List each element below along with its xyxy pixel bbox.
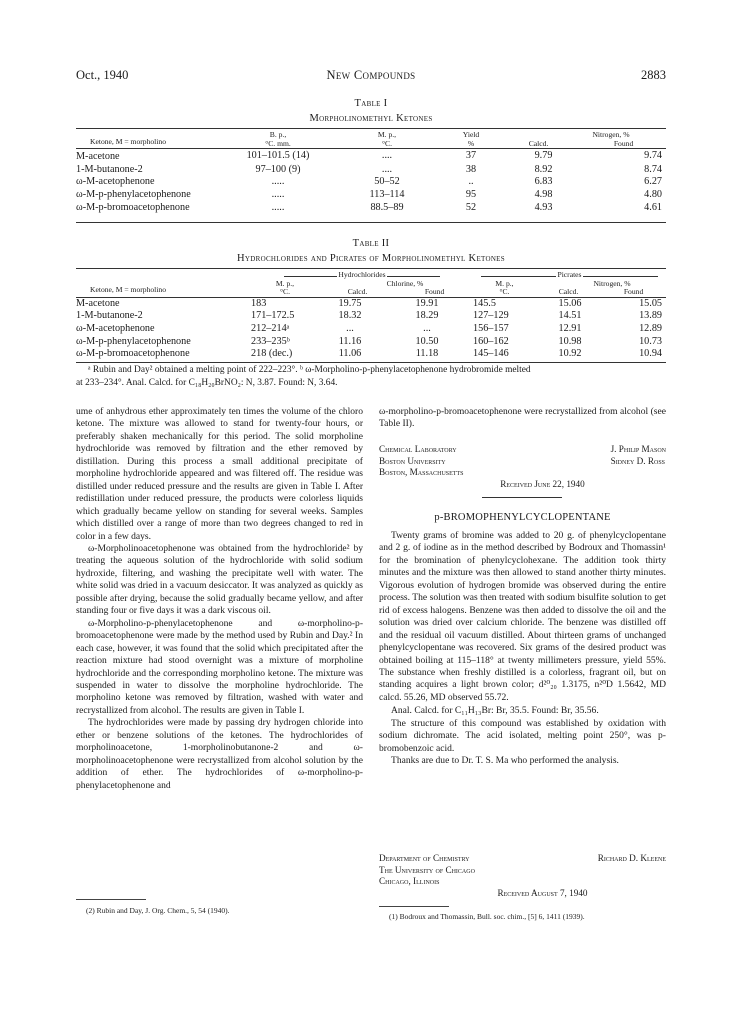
left-paragraph: ume of anhydrous ether approximately ten times the volume of the chloro ketone. The mixture was allowed to stand for twenty-four hours, or preferably shaken mechanically for this period. The solid morpholine hydrochloride was removed by filtration and the ether removed by distillation. During this process a small additional precipitate of morpholine hydrochloride appeared and was filtered off. The residue was distilled under reduced pressure and the results are given in Table I. After redistillation under reduced pressure, the products were colorless liquids which gradually became yellow on standing for several weeks. Samples which distilled over a range of more than two degrees changed to red in color in a few days. bbox=[76, 406, 363, 542]
t1-h-bp: B. p., °C. mm. bbox=[265, 130, 291, 148]
table1-cell-bp: ..... bbox=[271, 201, 285, 213]
running-header bbox=[76, 68, 666, 84]
received-date-2: Received August 7, 1940 bbox=[497, 888, 588, 898]
right-paragraph: Twenty grams of bromine was added to 20 g. of phenylcyclopentane and 2 g. of iodine as in the method described by Bodroux and Thomassin¹ for the bromination of phenylcyclohexane. The addition took thirty minutes and the mixture was then allowed to stand another thirty minutes. Vigorous evolution of hydrogen bromide was observed during the entire process. The solution was then treated with sodium bisulfite solution to get rid of excess halogens. Benzene was then added to dissolve the oil and the solution was dried over calcium chloride. The benzene was distilled off and the residual oil vacuum distilled. About thirteen grams of unchanged phenylcyclopentane was recovered. Six grams of the desired product was obtained boiling at 115–118° at twenty millimeters pressure, yield 55%. The substance when freshly distilled is a colorless, fragrant oil, but on standing acquires a light brown color; d²⁰₂₀ 1.3175, n²⁰D 1.5642, MD calcd. 55.26, MD observed 55.72. bbox=[379, 530, 666, 703]
table1-cell-mp: .... bbox=[381, 150, 393, 161]
table2-cell-h_mp: 233–235ᵇ bbox=[251, 335, 290, 347]
table1-cell-mp: 50–52 bbox=[374, 176, 400, 188]
table1-cell-bp: ..... bbox=[271, 176, 285, 188]
table2-row bbox=[76, 310, 666, 323]
authors: J. Philip Mason Sidney D. Ross bbox=[610, 444, 666, 466]
table2-footnote-2: at 233–234°. Anal. Calcd. for C₁₈H₂₀BrNO₂: N, 3.87. Found: N, 3.64. bbox=[76, 378, 338, 388]
table1-cell-calcd: 4.93 bbox=[534, 201, 553, 213]
table2-bottom-rule bbox=[76, 362, 666, 363]
table2-cell-n_found: 12.89 bbox=[639, 322, 662, 334]
page-number: 2883 bbox=[641, 68, 666, 82]
table1-cell-ketone: 1-M-butanone-2 bbox=[76, 163, 143, 175]
right-footnote: (1) Bodroux and Thomassin, Bull. soc. chim., [5] 6, 1411 (1939). bbox=[389, 912, 585, 921]
table2-cell-cl_found: 10.50 bbox=[415, 335, 439, 347]
header-title: New Compounds bbox=[326, 68, 416, 82]
table1-cell-ketone: ω-M-p-phenylacetophenone bbox=[76, 189, 191, 201]
t1-h-ketone: Ketone, M = morpholino bbox=[90, 136, 166, 146]
table2-cell-p_mp: 145–146 bbox=[473, 348, 509, 360]
right-paragraph: The structure of this compound was established by oxidation with sodium dichromate. The acid isolated, melting point 250°, was p-bromobenzoic acid. bbox=[379, 717, 666, 754]
table1-cell-ketone: ω-M-p-bromoacetophenone bbox=[76, 201, 190, 213]
table1-cell-yield: 37 bbox=[465, 150, 477, 161]
right-continuation: ω-morpholino-p-bromoacetophenone were recrystallized from alcohol (see Table II). bbox=[379, 406, 666, 430]
table1-cell-mp: 113–114 bbox=[369, 189, 405, 201]
table2-cell-h_mp: 183 bbox=[251, 297, 267, 309]
table2-row bbox=[76, 297, 666, 310]
table1-bottom-rule bbox=[76, 222, 666, 223]
table1-cell-calcd: 6.83 bbox=[534, 176, 553, 188]
table2-footnote-1: ᵃ Rubin and Day² obtained a melting point of 222–223°. ᵇ ω-Morpholino-p-phenylacetophenone hydrobromide melted bbox=[88, 365, 531, 375]
section-title: p-BROMOPHENYLCYCLOPENTANE bbox=[434, 512, 611, 523]
table2-cell-cl_found: 18.29 bbox=[415, 310, 439, 322]
section-divider bbox=[482, 497, 562, 498]
table1-cell-yield: .. bbox=[468, 176, 474, 188]
table1-row bbox=[76, 149, 666, 164]
table2-row bbox=[76, 348, 666, 361]
table2-cell-ketone: M-acetone bbox=[76, 297, 120, 309]
right-footnote-rule bbox=[379, 906, 449, 907]
table2-cell-cl_found: 11.18 bbox=[415, 348, 439, 360]
t2-h-nitrogen: Nitrogen, % Calcd. Found bbox=[558, 278, 644, 296]
left-column bbox=[76, 406, 363, 792]
t1-h-nitrogen: Nitrogen, % Calcd. Found bbox=[528, 130, 634, 148]
table2-header-row bbox=[76, 280, 666, 298]
t2-h-chlorine: Chlorine, % Calcd. Found bbox=[347, 278, 445, 296]
table2-cell-cl_found: ... bbox=[423, 322, 431, 334]
table1-cell-bp: 97–100 (9) bbox=[255, 163, 301, 175]
t2-h-hydrochlorides: Hydrochlorides bbox=[251, 269, 473, 280]
table1-cell-found: 8.74 bbox=[644, 163, 662, 175]
right-paragraph: Thanks are due to Dr. T. S. Ma who performed the analysis. bbox=[391, 755, 619, 767]
table1-row bbox=[76, 189, 666, 202]
table1-cell-mp: .... bbox=[381, 163, 393, 175]
table1-cell-ketone: ω-M-acetophenone bbox=[76, 176, 155, 188]
table1-cell-bp: 101–101.5 (14) bbox=[246, 150, 310, 161]
table2-cell-n_calcd: 12.91 bbox=[558, 322, 582, 334]
table2-cell-cl_found: 19.91 bbox=[415, 297, 439, 309]
table2-cell-ketone: ω-M-p-phenylacetophenone bbox=[76, 335, 191, 347]
table2 bbox=[76, 268, 666, 361]
t2-h-ketone: Ketone, M = morpholino bbox=[90, 285, 166, 294]
table2-cell-cl_calcd: 18.32 bbox=[338, 310, 362, 322]
table2-cell-cl_calcd: 11.16 bbox=[338, 335, 362, 347]
right-paragraph: Anal. Calcd. for C₁₁H₁₃Br: Br, 35.5. Found: Br, 35.56. bbox=[391, 705, 599, 717]
table1-cell-bp: ..... bbox=[271, 189, 285, 201]
table2-cell-cl_calcd: ... bbox=[346, 322, 354, 334]
table1-cell-found: 4.80 bbox=[644, 189, 662, 201]
table2-title: Hydrochlorides and Picrates of Morpholinomethyl Ketones bbox=[237, 253, 505, 264]
author-2: Richard D. Kleene bbox=[597, 853, 666, 863]
table1-row bbox=[76, 202, 666, 215]
table2-cell-cl_calcd: 11.06 bbox=[338, 348, 362, 360]
table1-cell-yield: 95 bbox=[465, 189, 477, 201]
table2-cell-ketone: ω-M-p-bromoacetophenone bbox=[76, 348, 190, 360]
table2-cell-n_calcd: 15.06 bbox=[558, 297, 582, 309]
table2-cell-p_mp: 145.5 bbox=[473, 297, 496, 309]
table1-row bbox=[76, 176, 666, 189]
table2-cell-cl_calcd: 19.75 bbox=[338, 297, 362, 309]
table1-cell-calcd: 9.79 bbox=[534, 150, 553, 161]
table2-cell-n_calcd: 14.51 bbox=[558, 310, 582, 322]
table1-title: Morpholinomethyl Ketones bbox=[309, 113, 433, 124]
t2-h-picrate-mp: M. p., °C. bbox=[495, 278, 514, 296]
table1 bbox=[76, 128, 666, 215]
left-footnote-rule bbox=[76, 899, 146, 900]
header-date: Oct., 1940 bbox=[76, 68, 129, 82]
table1-cell-found: 9.74 bbox=[644, 150, 662, 161]
lab-affiliation: Chemical Laboratory Boston University Boston, Massachusetts bbox=[379, 444, 464, 477]
table2-cell-n_found: 10.94 bbox=[639, 348, 662, 360]
table1-header-row bbox=[76, 129, 666, 149]
dept-affiliation: Department of Chemistry The University of Chicago Chicago, Illinois bbox=[379, 853, 475, 886]
table2-cell-p_mp: 127–129 bbox=[473, 310, 509, 322]
table1-cell-yield: 38 bbox=[465, 163, 477, 175]
table2-cell-p_mp: 160–162 bbox=[473, 335, 509, 347]
table2-cell-h_mp: 212–214ᵃ bbox=[251, 322, 290, 334]
left-paragraph: The hydrochlorides were made by passing dry hydrogen chloride into ether or benzene solutions of the ketones. The hydrochlorides of morpholinoacetone, 1-morpholinobutanone-2 and ω-morpholinoacetophenone were recrystallized from alcohol solution by the addition of ether. The hydrochlorides of ω-morpholino-p-phenylacetophenone and bbox=[76, 717, 363, 791]
table2-label: Table II bbox=[352, 238, 390, 249]
t2-h-picrates: Picrates bbox=[473, 269, 666, 280]
table1-cell-calcd: 8.92 bbox=[534, 163, 553, 175]
table1-cell-found: 6.27 bbox=[644, 176, 662, 188]
t1-h-mp: M. p., °C. bbox=[377, 130, 397, 148]
t1-h-yield: Yield % bbox=[462, 130, 480, 148]
table1-cell-yield: 52 bbox=[465, 201, 477, 213]
table2-cell-n_found: 13.89 bbox=[639, 310, 662, 322]
table2-cell-n_found: 15.05 bbox=[639, 297, 662, 309]
t2-h-mp: M. p., °C. bbox=[275, 278, 295, 296]
table2-cell-n_calcd: 10.92 bbox=[558, 348, 582, 360]
table2-cell-h_mp: 171–172.5 bbox=[251, 310, 295, 322]
table2-cell-n_calcd: 10.98 bbox=[558, 335, 582, 347]
received-date: Received June 22, 1940 bbox=[500, 479, 585, 489]
table2-cell-ketone: ω-M-acetophenone bbox=[76, 322, 155, 334]
table1-cell-mp: 88.5–89 bbox=[370, 201, 404, 213]
left-footnote: (2) Rubin and Day, J. Org. Chem., 5, 54 (1940). bbox=[86, 906, 230, 915]
table2-row bbox=[76, 336, 666, 349]
table1-cell-found: 4.61 bbox=[644, 201, 662, 213]
table2-cell-ketone: 1-M-butanone-2 bbox=[76, 310, 143, 322]
left-paragraph: ω-Morpholinoacetophenone was obtained from the hydrochloride² by treating the aqueous solution of the hydrochloride with solid sodium hydroxide, filtering, and washing the precipitate well with water. The white solid was dried in a vacuum desiccator. It was analyzed as quickly as possible after drying, because the solid gradually became yellow, and after standing four or five days it was a dark viscous oil. bbox=[76, 542, 363, 617]
left-paragraph: ω-Morpholino-p-phenylacetophenone and ω-morpholino-p-bromoacetophenone were made by the method used by Rubin and Day.² In each case, however, it was found that the solid which precipitated after the reaction mixture had stood overnight was a mixture of morpholine hydrochloride and the corresponding morpholino ketone. The mixture was suspended in water to dissolve the morpholine hydrochloride. The morpholino ketone was removed by filtration, washed with water and recrystallized from alcohol. The results are given in Table I. bbox=[76, 617, 363, 716]
table2-cell-h_mp: 218 (dec.) bbox=[251, 348, 293, 360]
right-column bbox=[379, 530, 666, 768]
table2-group-row bbox=[76, 269, 666, 280]
table2-row bbox=[76, 323, 666, 336]
table1-label: Table I bbox=[354, 98, 388, 109]
table1-row bbox=[76, 164, 666, 177]
table1-cell-ketone: M-acetone bbox=[76, 151, 120, 162]
table2-cell-n_found: 10.73 bbox=[639, 335, 662, 347]
table1-cell-calcd: 4.98 bbox=[534, 189, 553, 201]
table2-cell-p_mp: 156–157 bbox=[473, 322, 509, 334]
